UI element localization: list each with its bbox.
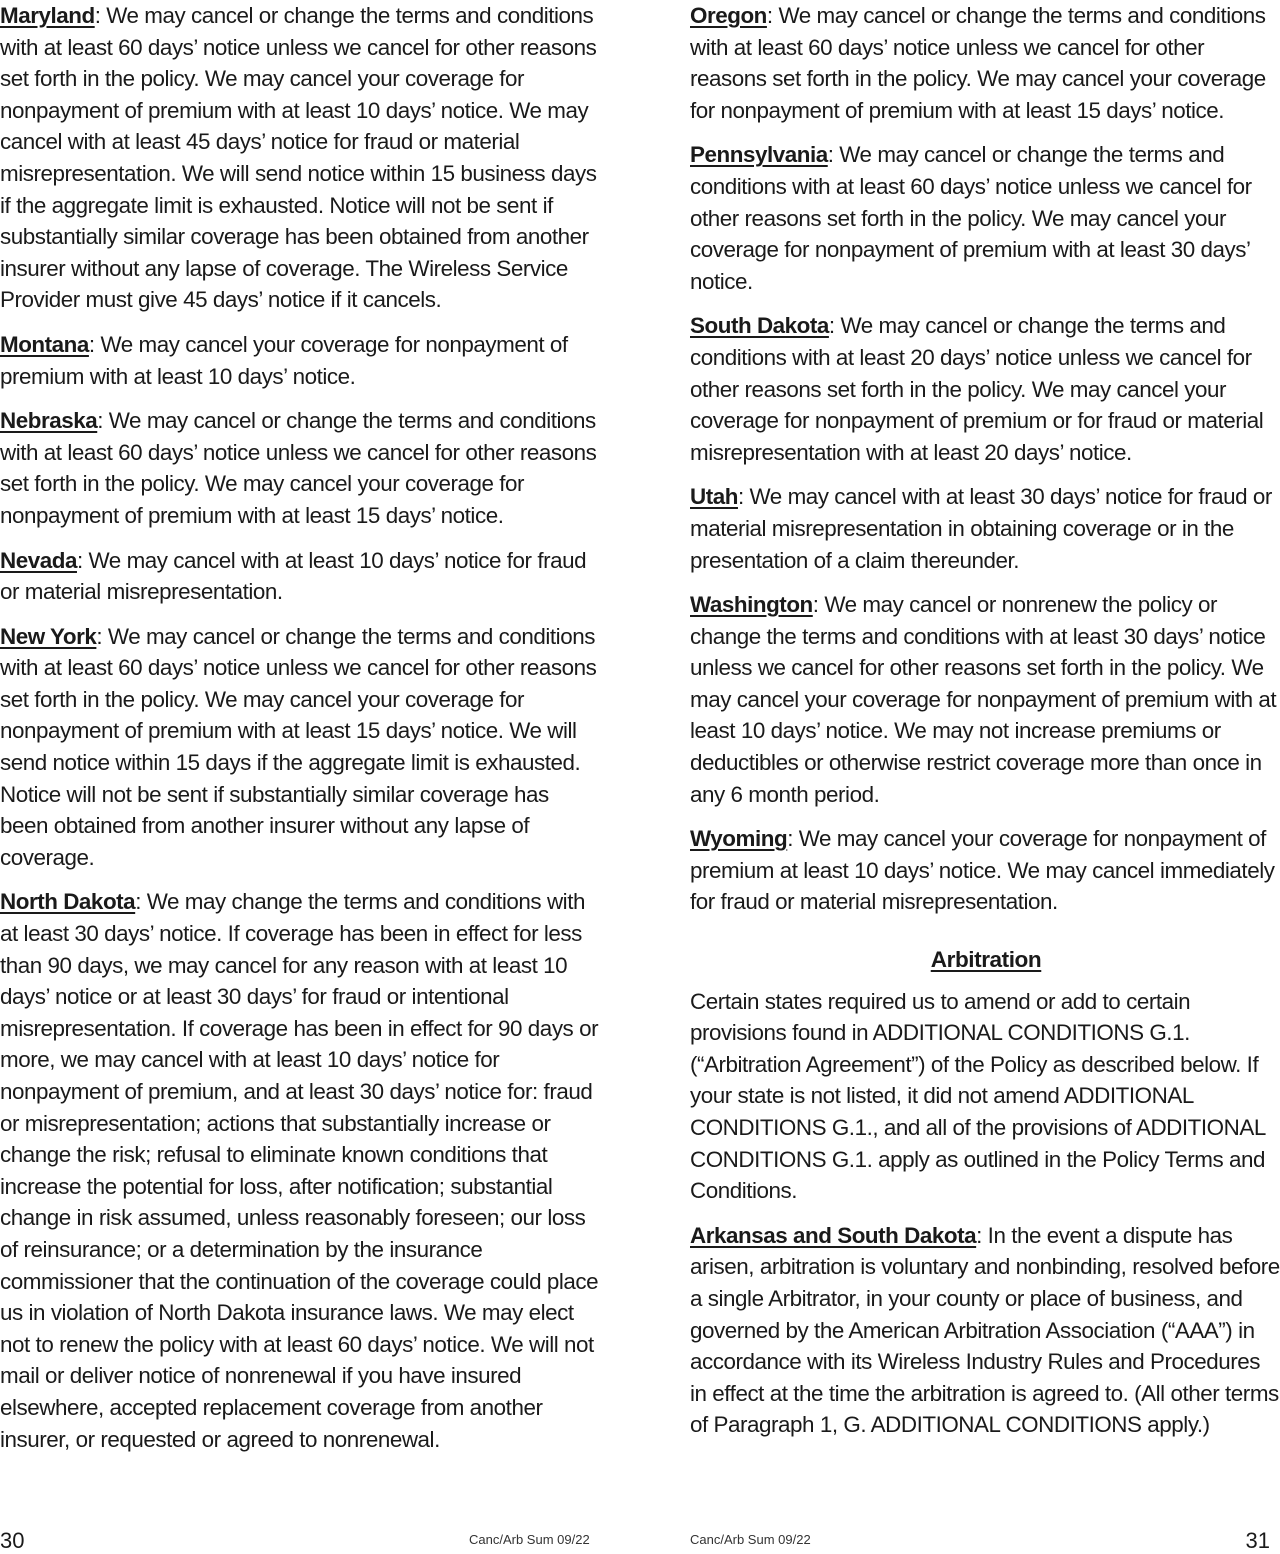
- state-entry-north-dakota: [0, 886, 600, 1455]
- state-text: : We may cancel or nonrenew the policy or change the terms and conditions with at least 30 days’ notice unless we cancel for other reasons set forth in the policy. We may cancel your coverage for nonpayment of premium with at least 10 days’ notice. We may not increase premiums or deductibles or otherwise restrict coverage more than once in any 6 month period.: [690, 592, 1277, 807]
- state-name: South Dakota: [690, 313, 829, 339]
- state-name: Oregon: [690, 3, 767, 28]
- page-number-left: 30: [0, 1528, 25, 1553]
- state-name: Nebraska: [0, 408, 98, 434]
- state-text: : We may cancel or change the terms and conditions with at least 60 days’ notice unless we cancel for other reasons set forth in the policy. We may cancel your coverage for nonpayment of premium with at least 15 days’ notice.: [0, 408, 597, 528]
- state-entry-wyoming: [690, 823, 1280, 918]
- right-column: [690, 0, 1280, 1454]
- state-text: : We may cancel your coverage for nonpayment of premium at least 10 days’ notice. We may cancel immediately for fraud or material misrepresentation.: [690, 826, 1275, 915]
- footer-code-right: Canc/Arb Sum 09/22: [690, 1532, 811, 1547]
- state-name: New York: [0, 623, 97, 649]
- state-text: : We may cancel or change the terms and conditions with at least 20 days’ notice unless we cancel for other reasons set forth in the policy. We may cancel your coverage for nonpayment of premium or for fraud or material misrepresentation with at least 20 days’ notice.: [690, 313, 1264, 465]
- state-name: Nevada: [0, 547, 77, 573]
- state-entry-new-york: [0, 621, 600, 874]
- state-text: : In the event a dispute has arisen, arbitration is voluntary and nonbinding, resolved before a single Arbitrator, in your county or place of business, and governed by the American Arbitration Association (“AAA”) in accordance with its Wireless Industry Rules and Procedures in effect at the time the arbitration is agreed to. (All other terms of Paragraph 1, G. ADDITIONAL CONDITIONS apply.): [690, 1222, 1280, 1438]
- state-text: : We may cancel or change the terms and conditions with at least 60 days’ notice unless we cancel for other reasons set forth in the policy. We may cancel your coverage for nonpayment of premium with at least 10 days’ notice. We may cancel with at least 45 days’ notice for fraud or material misrepresentation. We will send notice within 15 business days if the aggregate limit is exhausted. Notice will not be sent if substantially similar coverage has been obtained from another insurer without any lapse of coverage. The Wireless Service Provider must give 45 days’ notice if it cancels.: [0, 3, 597, 313]
- state-name: Montana: [0, 331, 89, 357]
- state-entry-utah: [690, 481, 1280, 576]
- state-text: : We may cancel or change the terms and conditions with at least 60 days’ notice unless we cancel for other reasons set forth in the policy. We may cancel your coverage for nonpayment of premium with at least 30 days’ notice.: [690, 142, 1252, 294]
- arbitration-heading: Arbitration: [930, 947, 1042, 973]
- left-column: [0, 0, 600, 1468]
- state-text: : We may cancel with at least 10 days’ notice for fraud or material misrepresentation.: [0, 547, 587, 605]
- page-number-right: 31: [1245, 1528, 1270, 1553]
- state-entry-arkansas-south-dakota: [690, 1220, 1280, 1441]
- state-entry-montana: [0, 329, 600, 392]
- state-entry-pennsylvania: [690, 139, 1280, 297]
- state-text: : We may change the terms and conditions with at least 30 days’ notice. If coverage has been in effect for less than 90 days, we may cancel for any reason with at least 10 days’ notice or at least 30 days’ for fraud or intentional misrepresentation. If coverage has been in effect for 90 days or more, we may cancel with at least 10 days’ notice for nonpayment of premium, and at least 30 days’ notice for: fraud or misrepresentation; actions that substantially increase or change the risk; refusal to eliminate known conditions that increase the potential for loss, after notification; substantial change in risk assumed, unless reasonably foreseen; our loss of reinsurance; or a determination by the insurance commissioner that the continuation of the coverage could place us in violation of North Dakota insurance laws. We may elect not to renew the policy with at least 60 days’ notice. We will not mail or deliver notice of nonrenewal if you have insured elsewhere, accepted replacement coverage from another insurer, or requested or agreed to nonrenewal.: [0, 889, 599, 1452]
- footer-code-left: Canc/Arb Sum 09/22: [469, 1532, 590, 1547]
- arbitration-intro: Certain states required us to amend or add to certain provisions found in ADDITIONAL CONDITIONS G.1. (“Arbitration Agreement”) of the Policy as described below. If your state is not listed, it did not amend ADDITIONAL CONDITIONS G.1., and all of the provisions of ADDITIONAL CONDITIONS G.1. apply as outlined in the Policy Terms and Conditions.: [690, 988, 1266, 1204]
- state-name: Wyoming: [690, 826, 788, 852]
- state-entry-maryland: [0, 0, 600, 316]
- state-text: : We may cancel or change the terms and conditions with at least 60 days’ notice unless we cancel for other reasons set forth in the policy. We may cancel your coverage for nonpayment of premium with at least 15 days’ notice.: [690, 3, 1266, 123]
- state-name: Arkansas and South Dakota: [690, 1222, 977, 1248]
- state-entry-nebraska: [0, 405, 600, 531]
- state-entry-washington: [690, 589, 1280, 810]
- state-text: : We may cancel with at least 30 days’ notice for fraud or material misrepresentation in obtaining coverage or in the presentation of a claim thereunder.: [690, 484, 1272, 573]
- state-entry-nevada: [0, 545, 600, 608]
- state-name: North Dakota: [0, 889, 136, 915]
- state-name: Utah: [690, 484, 738, 510]
- state-entry-south-dakota: [690, 310, 1280, 468]
- state-name: Pennsylvania: [690, 142, 828, 168]
- state-entry-oregon: [690, 0, 1280, 126]
- state-name: Maryland: [0, 3, 95, 28]
- state-text: : We may cancel or change the terms and conditions with at least 60 days’ notice unless we cancel for other reasons set forth in the policy. We may cancel your coverage for nonpayment of premium with at least 15 days’ notice. We will send notice within 15 days if the aggregate limit is exhausted. Notice will not be sent if substantially similar coverage has been obtained from another insurer without any lapse of coverage.: [0, 623, 597, 870]
- state-text: : We may cancel your coverage for nonpayment of premium with at least 10 days’ notice.: [0, 331, 568, 389]
- state-name: Washington: [690, 592, 813, 618]
